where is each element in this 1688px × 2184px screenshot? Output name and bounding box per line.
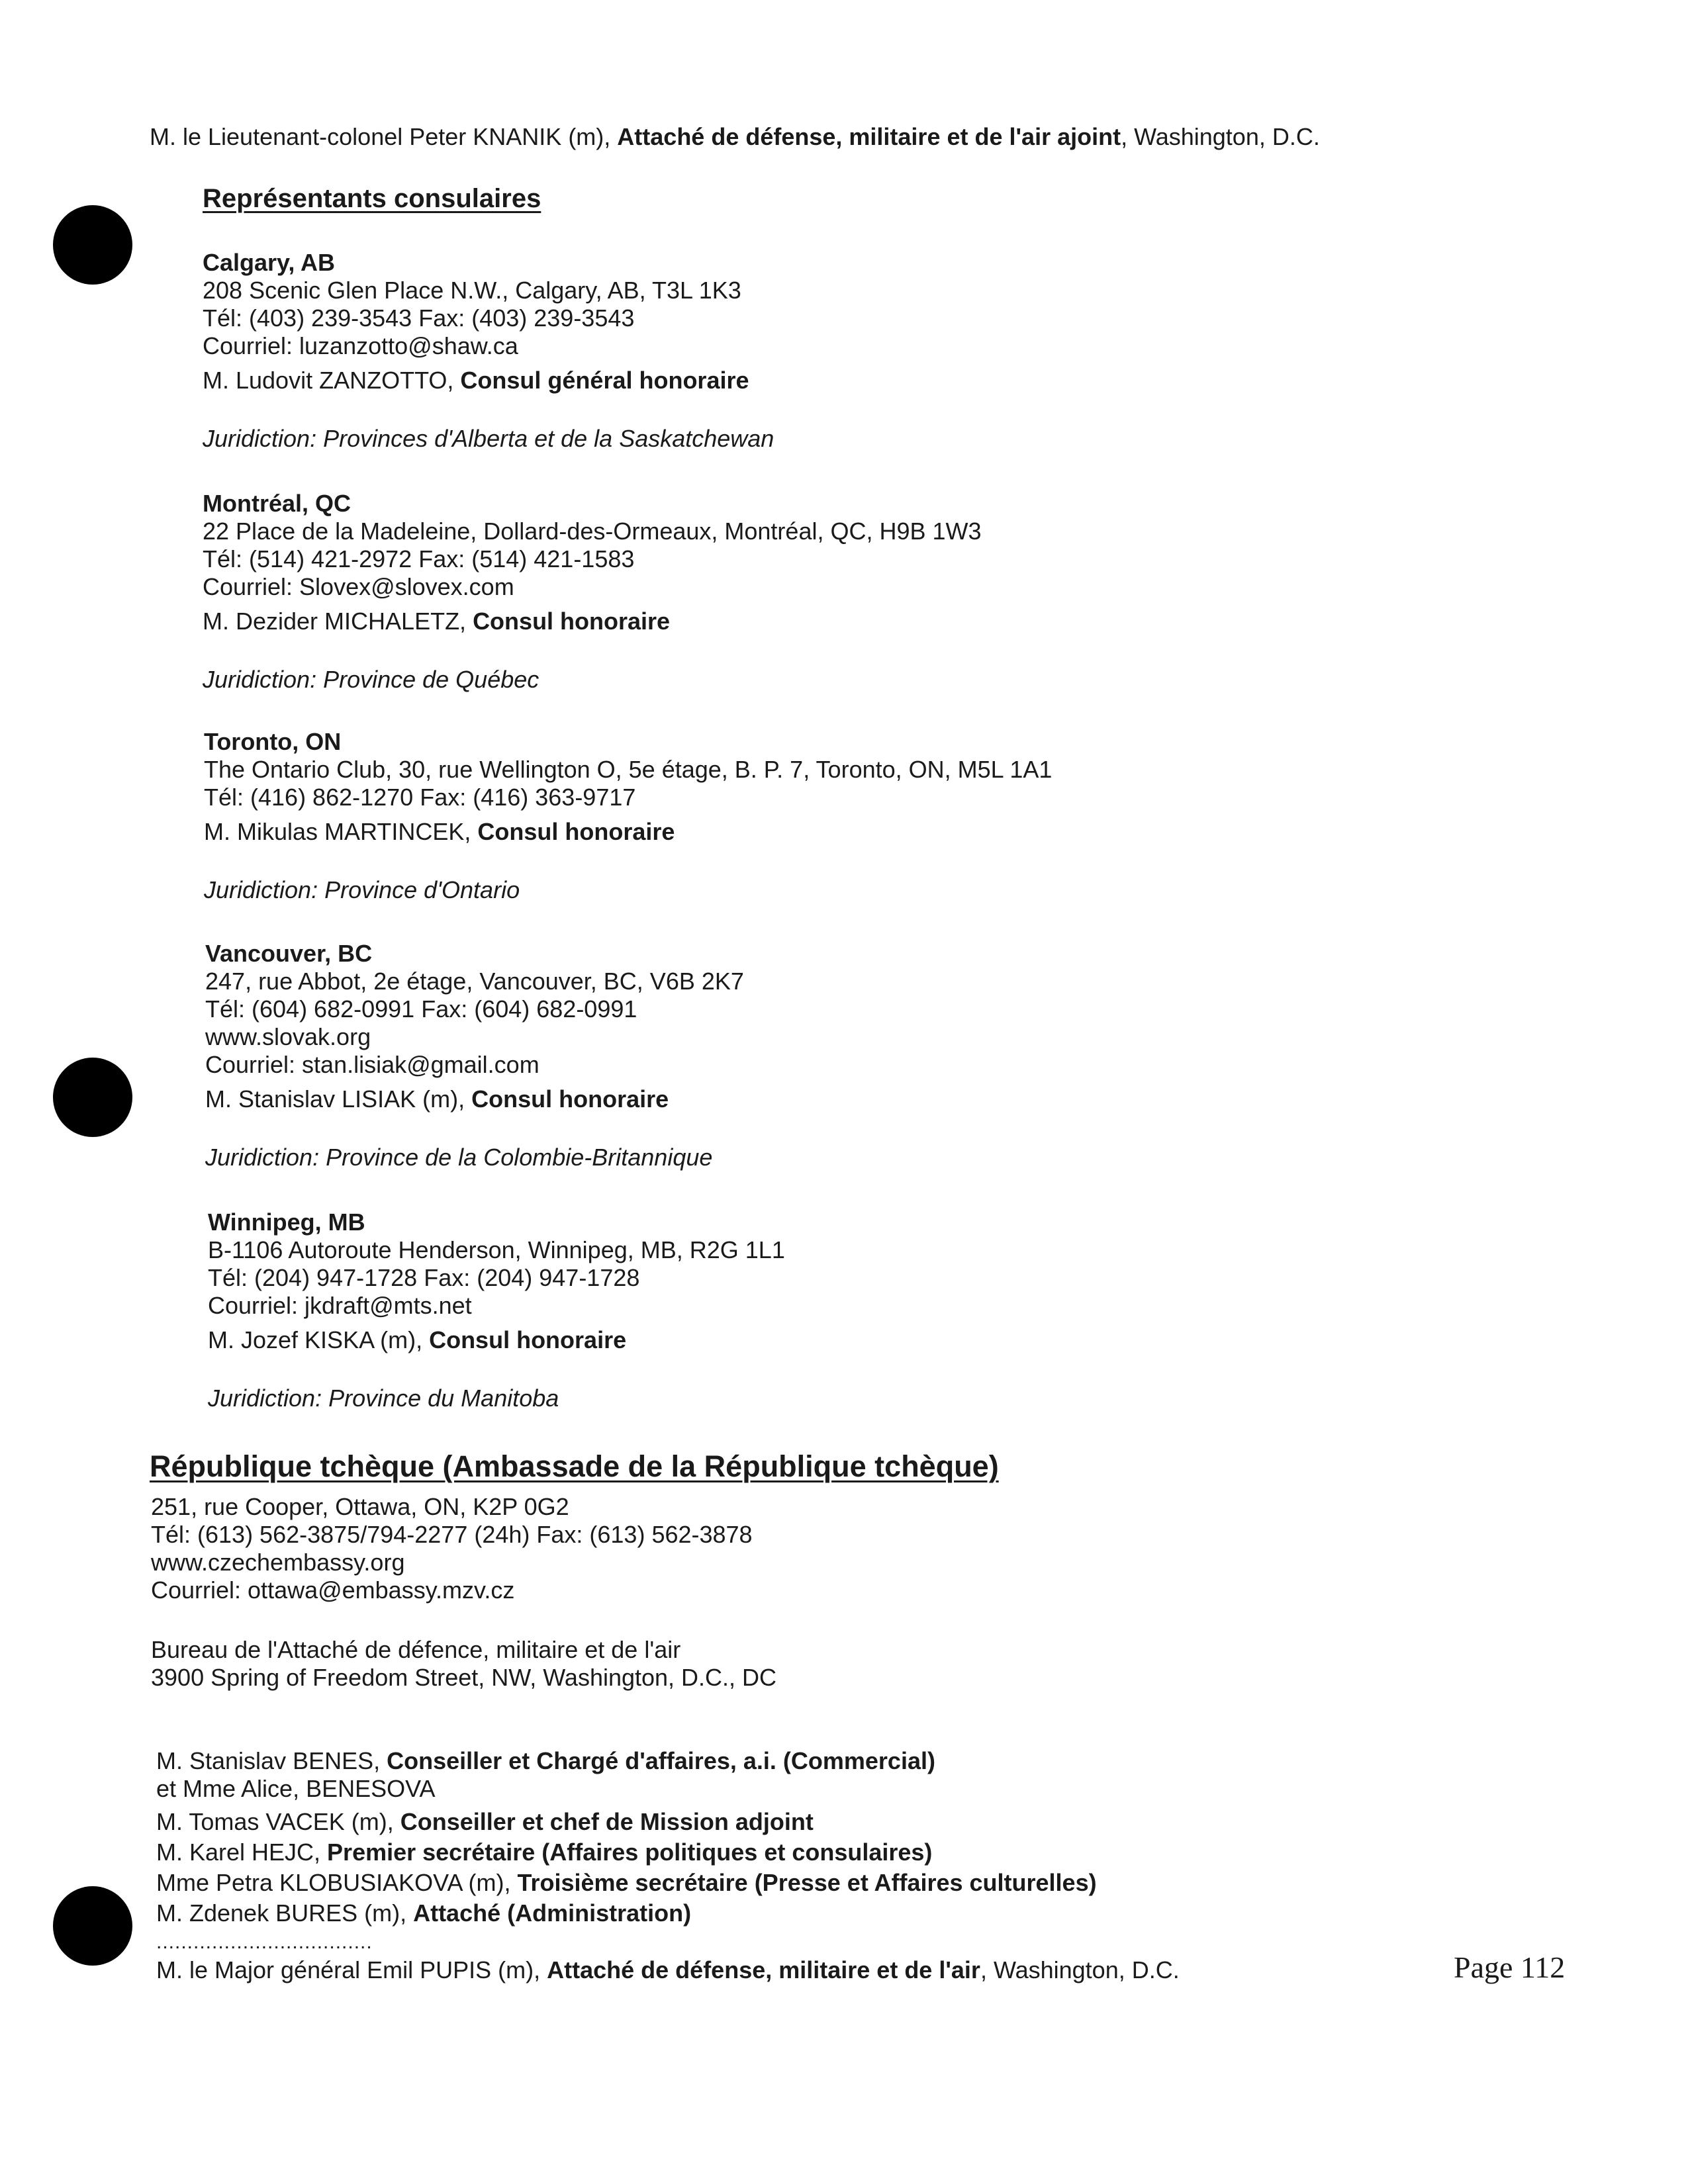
office-name: Bureau de l'Attaché de défence, militaire et de l'air [151, 1636, 681, 1663]
address-line: The Ontario Club, 30, rue Wellington O, 5e étage, B. P. 7, Toronto, ON, M5L 1A1 [204, 756, 1053, 783]
consulate-montreal [203, 490, 982, 694]
address-line: 208 Scenic Glen Place N.W., Calgary, AB, T3L 1K3 [203, 277, 741, 304]
staff-entry [156, 1775, 1180, 1803]
email-line: Courriel: ottawa@embassy.mzv.cz [151, 1576, 515, 1604]
staff-name: M. Zdenek BURES (m), [156, 1899, 414, 1927]
staff-entry [156, 1899, 1180, 1927]
consul-role: Consul honoraire [429, 1326, 627, 1353]
staff-entry [156, 1839, 1180, 1866]
address-line: 247, rue Abbot, 2e étage, Vancouver, BC, V6B 2K7 [205, 968, 744, 995]
person-title: Attaché de défense, militaire et de l'air ajoint [617, 123, 1121, 150]
staff-role: Troisième secrétaire (Presse et Affaires culturelles) [517, 1869, 1097, 1896]
consulate-city: Winnipeg, MB [208, 1208, 365, 1236]
staff-name: Mme Petra KLOBUSIAKOVA (m), [156, 1869, 518, 1896]
jurisdiction: Juridiction: Province du Manitoba [208, 1385, 559, 1412]
staff-name: et Mme Alice, BENESOVA [156, 1775, 436, 1802]
consular-heading: Représentants consulaires [203, 184, 541, 213]
phone-line: Tél: (204) 947-1728 Fax: (204) 947-1728 [208, 1264, 640, 1291]
punch-hole-bottom [53, 1886, 132, 1966]
consul-line [208, 1326, 785, 1354]
staff-entry [156, 1808, 1180, 1836]
email-line: Courriel: Slovex@slovex.com [203, 573, 514, 600]
consulate-city: Calgary, AB [203, 249, 336, 276]
consulate-calgary [203, 249, 774, 453]
staff-name: M. Tomas VACEK (m), [156, 1808, 400, 1835]
czech-staff-list [156, 1747, 1180, 1984]
email-line: Courriel: luzanzotto@shaw.ca [203, 332, 518, 359]
czech-heading: République tchèque (Ambassade de la République tchèque) [150, 1449, 999, 1483]
punch-hole-top [53, 205, 132, 285]
jurisdiction: Juridiction: Provinces d'Alberta et de la Saskatchewan [203, 425, 774, 452]
phone-line: Tél: (403) 239-3543 Fax: (403) 239-3543 [203, 304, 635, 332]
consul-name: M. Stanislav LISIAK (m), [205, 1085, 472, 1113]
email-line: Courriel: stan.lisiak@gmail.com [205, 1051, 539, 1078]
consulate-city: Montréal, QC [203, 490, 352, 517]
attache-office-block [151, 1636, 776, 1692]
staff-entry [156, 1869, 1180, 1897]
consul-name: M. Ludovit ZANZOTTO, [203, 367, 461, 394]
consulate-vancouver [205, 940, 744, 1171]
website-line: www.czechembassy.org [151, 1549, 405, 1576]
jurisdiction: Juridiction: Province de Québec [203, 666, 539, 693]
staff-name: M. le Major général Emil PUPIS (m), [156, 1956, 547, 1983]
consul-line [205, 1085, 744, 1113]
consul-line [204, 818, 1052, 846]
page-number: Page 112 [1454, 1950, 1566, 1984]
consul-role: Consul honoraire [477, 818, 675, 845]
jurisdiction: Juridiction: Province de la Colombie-Britannique [205, 1144, 713, 1171]
consul-role: Consul honoraire [473, 608, 671, 635]
consulate-toronto [204, 728, 1052, 904]
consul-name: M. Jozef KISKA (m), [208, 1326, 430, 1353]
address-line: 22 Place de la Madeleine, Dollard-des-Ormeaux, Montréal, QC, H9B 1W3 [203, 518, 982, 545]
phone-line: Tél: (613) 562-3875/794-2277 (24h) Fax: (613) 562-3878 [151, 1521, 753, 1548]
staff-entry [156, 1747, 1180, 1775]
person-location: , Washington, D.C. [1121, 123, 1320, 150]
address-line: B-1106 Autoroute Henderson, Winnipeg, MB, R2G 1L1 [208, 1236, 785, 1263]
consulate-city: Toronto, ON [204, 728, 342, 755]
staff-role: Premier secrétaire (Affaires politiques et consulaires) [327, 1839, 933, 1866]
address-line: 251, rue Cooper, Ottawa, ON, K2P 0G2 [151, 1493, 569, 1520]
email-line: Courriel: jkdraft@mts.net [208, 1292, 472, 1319]
consul-name: M. Mikulas MARTINCEK, [204, 818, 478, 845]
jurisdiction: Juridiction: Province d'Ontario [204, 876, 520, 903]
website-line: www.slovak.org [205, 1023, 371, 1050]
phone-line: Tél: (604) 682-0991 Fax: (604) 682-0991 [205, 995, 637, 1023]
staff-location: , Washington, D.C. [980, 1956, 1180, 1983]
staff-role: Attaché (Administration) [413, 1899, 692, 1927]
staff-role: Conseiller et Chargé d'affaires, a.i. (Commercial) [387, 1747, 935, 1774]
dotted-separator: ................................... [156, 1931, 373, 1953]
consul-role: Consul honoraire [471, 1085, 669, 1113]
consul-line [203, 608, 982, 635]
consulate-city: Vancouver, BC [205, 940, 373, 967]
punch-hole-middle [53, 1058, 132, 1137]
defense-attache-line [150, 123, 1320, 151]
czech-address-block [151, 1493, 753, 1604]
staff-role: Attaché de défense, militaire et de l'air [547, 1956, 980, 1983]
phone-line: Tél: (514) 421-2972 Fax: (514) 421-1583 [203, 545, 635, 572]
consulate-winnipeg [208, 1208, 785, 1412]
staff-name: M. Stanislav BENES, [156, 1747, 387, 1774]
consul-name: M. Dezider MICHALETZ, [203, 608, 473, 635]
consul-line [203, 367, 774, 394]
staff-role: Conseiller et chef de Mission adjoint [400, 1808, 814, 1835]
staff-name: M. Karel HEJC, [156, 1839, 328, 1866]
staff-entry-defense [156, 1956, 1180, 1984]
consul-role: Consul général honoraire [460, 367, 749, 394]
office-address: 3900 Spring of Freedom Street, NW, Washington, D.C., DC [151, 1664, 777, 1691]
person-name: M. le Lieutenant-colonel Peter KNANIK (m), [150, 123, 618, 150]
phone-line: Tél: (416) 862-1270 Fax: (416) 363-9717 [204, 784, 636, 811]
